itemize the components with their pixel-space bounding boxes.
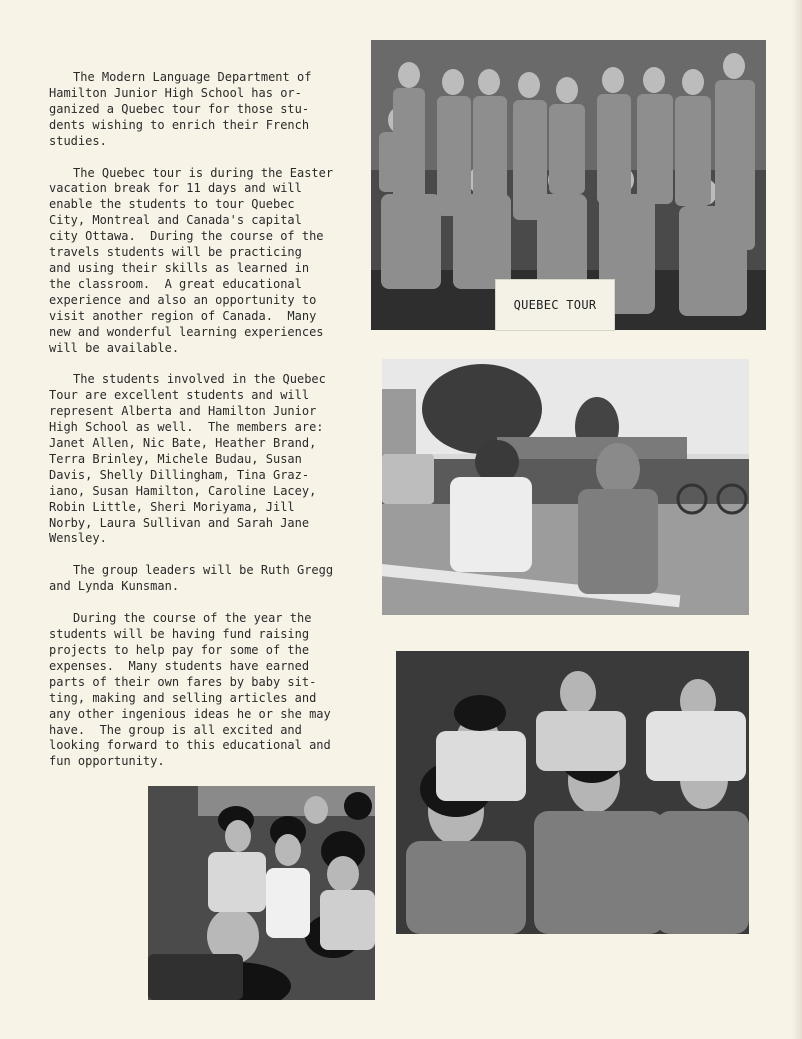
page-edge (792, 0, 802, 1039)
outdoor-photo (382, 359, 749, 615)
paragraph-tour-details: The Quebec tour is during the Easter vacation break for 11 days and will enable the students to tour Quebec City, Montreal and Canada's capital city Ottawa. During the course of the travels students will be practicing and using their skills as learned in the classroom. A great educational experience and also an opportunity to visit another region of Canada. Many new and wonderful learning experiences will be available. (49, 165, 334, 355)
paragraph-fundraising: During the course of the year the students will be having fund raising projects to help pay for some of the expenses. Many students have earned parts of their own fares by baby sit- ting, making and selling articles and any other ingenious ideas he or she may have. The group is all excited and looking forward to this educational and fun opportunity. (49, 611, 331, 769)
paragraph-leaders: The group leaders will be Ruth Gregg and Lynda Kunsman. (49, 563, 334, 594)
article-text (49, 70, 369, 786)
paragraph-intro: The Modern Language Department of Hamilton Junior High School has or- ganized a Quebec tour for those stu- dents wishing to enrich their French studies. (49, 70, 312, 148)
crowd-photo (396, 651, 749, 934)
paragraph-members: The students involved in the Quebec Tour are excellent students and will represent Alberta and Hamilton Junior High School as well. The members are: Janet Allen, Nic Bate, Heather Brand, Terra Brinley, Michele Budau, Susan Davis, Shelly Dillingham, Tina Graz- iano, Susan Hamilton, Caroline Lacey, Robin Little, Sheri Moriyama, Jill Norby, Laura Sullivan and Sarah Jane Wensley. (49, 372, 326, 546)
classroom-photo (148, 786, 375, 1000)
group-photo-caption: QUEBEC TOUR (495, 279, 615, 331)
